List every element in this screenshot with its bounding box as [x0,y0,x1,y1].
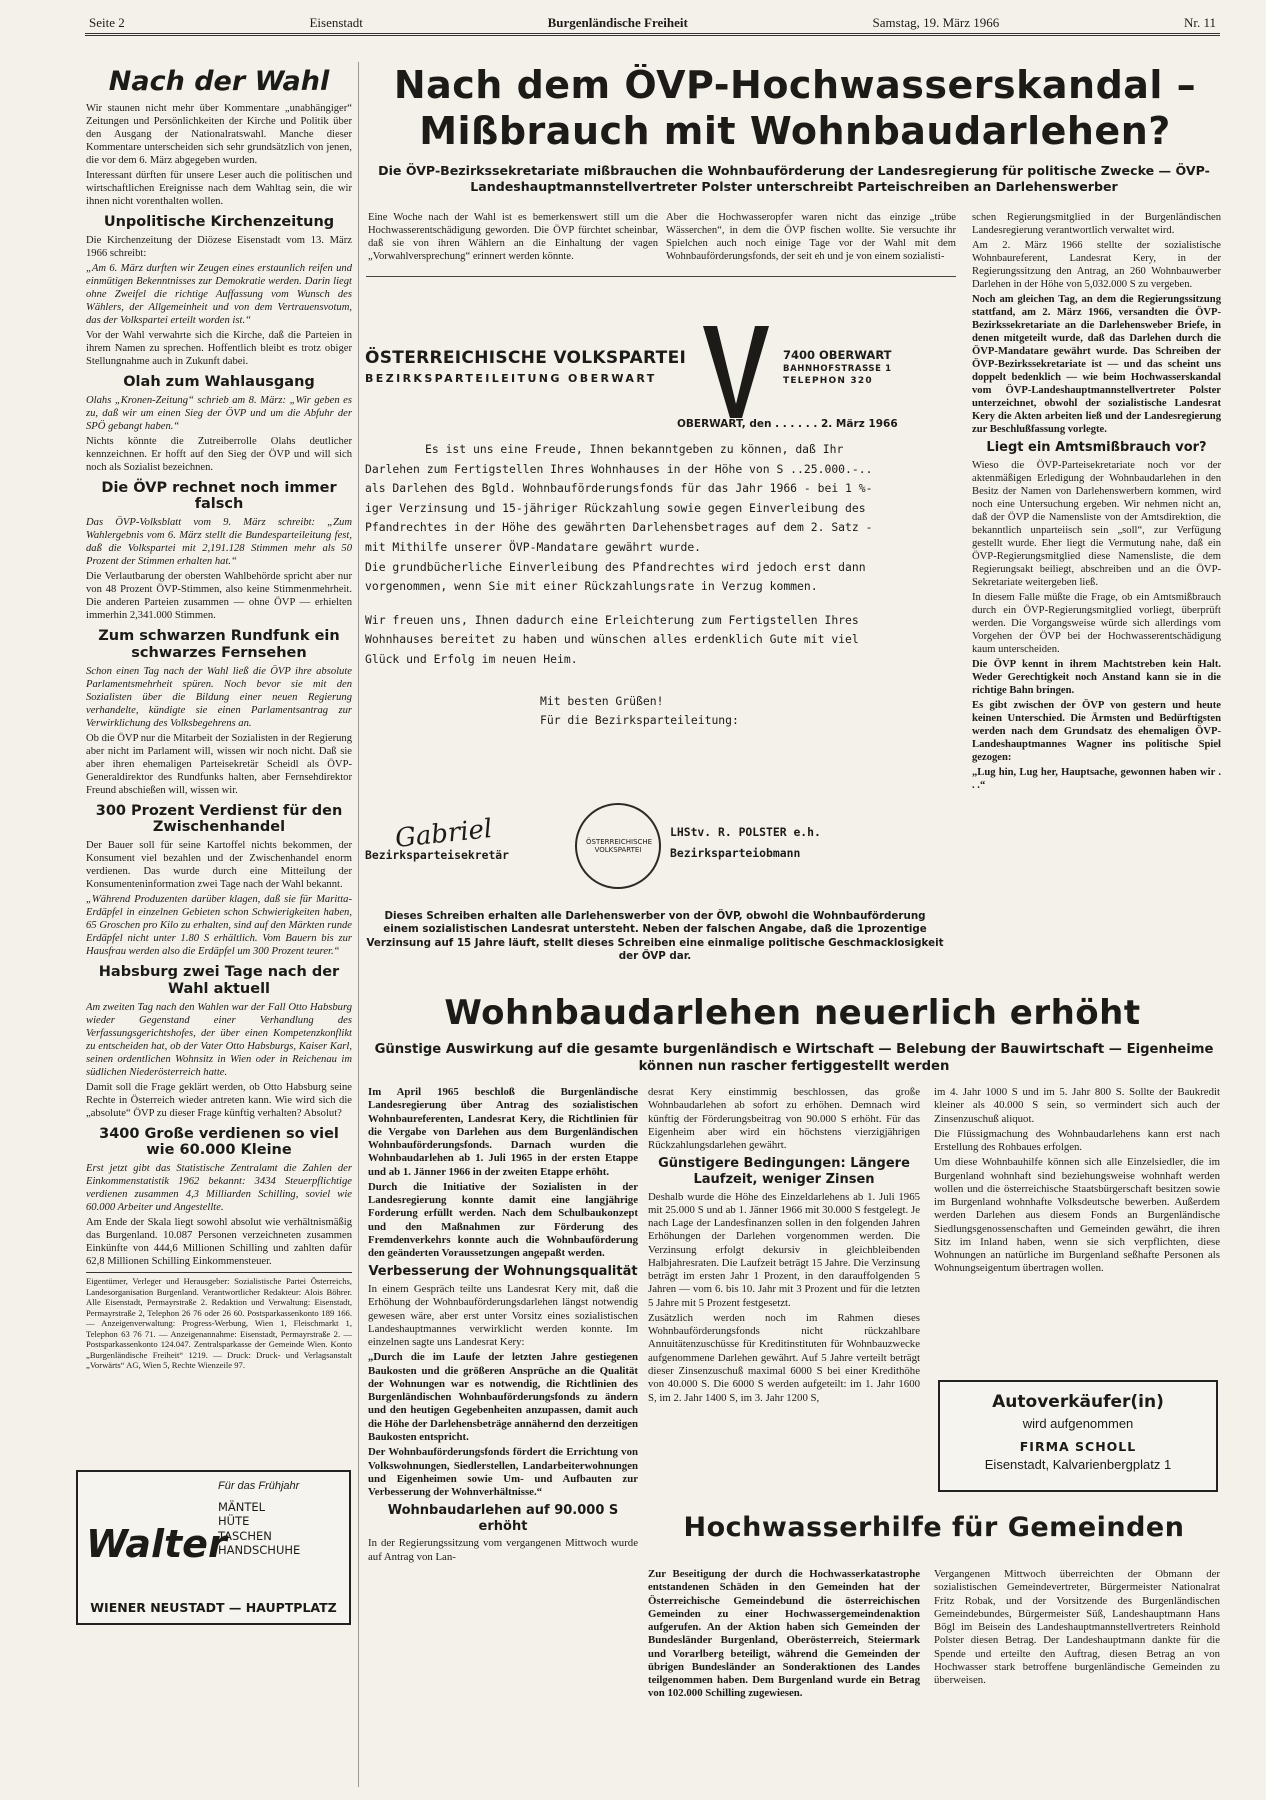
section-title: 3400 Große verdienen so viel wie 60.000 Kleine [99,1125,339,1159]
section-quote: „Während Produzenten darüber klagen, daß sie für Maritta-Erdäpfel in einzelnen Gebieten schon Schwierigkeiten haben, 65 Groschen pro Kilo zu erhalten, sind auf den Märkten runde Erdäpfel nicht unter 1.80 S erhältlich. Vom Bauern bis zur Hausfrau werden also die Erdäpfel um 300 Prozent teurer.“ [86,894,352,958]
page-header [85,10,1220,36]
section-text: Am Ende der Skala liegt sowohl absolut wie verhältnismäßig das Burgenland. 10.087 Personen verzeichneten zusammen Einkünfte von 444,6 Millionen Schilling und zahlten dafür 62,8 Millionen Schilling Einkommensteuer. [86,1217,352,1268]
section-quote: Olahs „Kronen-Zeitung“ schrieb am 8. März: „Wir geben es zu, daß wir um einen Sieg der ÖVP und um die Abfuhr der SPÖ gebangt haben.“ [86,394,352,432]
section-title: Die ÖVP rechnet noch immer falsch [101,479,337,513]
party-stamp [575,803,661,889]
article3-headline: Hochwasserhilfe für Gemeinden [683,1512,1185,1543]
letter-paragraph: Die grundbücherliche Einverleibung des Pfandrechtes wird jedoch erst dann vorgenommen, wenn Sie mit einer Rückzahlungsrate in Verzug kommen. [365,559,866,594]
section-title: Olah zum Wahlausgang [123,373,315,390]
scholl-ad-sub: wird aufgenommen [1022,1416,1134,1431]
section-quote: Schon einen Tag nach der Wahl ließ die ÖVP ihre absolute Parlamentsmehrheit spüren. Noch bevor sie mit den Sozialisten über die Bildung einer neuen Regierung verhandelte, kündigte sie einen Parlamentsantrag zur Verwirklichung des Volksbegehrens an. [86,665,352,729]
letter-paragraph: Es ist uns eine Freude, Ihnen bekanntgeben zu können, daß Ihr Darlehen zum Fertigstellen Ihres Wohnhauses in der Höhe von S ..25.000.-.. als Darlehen des Bgld. Wohnbauförderungsfonds für das Jahr 1966 - bei 1 %-iger Verzinsung und 15-jähriger Rückzahlung sowie gegen Einverleibung des Pfandrechtes in der Höhe des gewährten Darlehensbetrages auf dem 2. Satz - mit Mithilfe unserer ÖVP-Mandatare gewährt wurde. [365,442,873,555]
issue-number: Nr. 11 [1183,15,1216,30]
section-quote: Erst jetzt gibt das Statistische Zentralamt die Zahlen der Einkommenstatistik 1962 bekannt: 3434 Steuerpflichtige verdienen zusammen 4,3 Milliarden Schilling, soviel wie 60.000 Arbeiter und Angestellte. [86,1163,352,1214]
left-column-title: Nach der Wahl [108,66,330,97]
section-text: Damit soll die Frage geklärt werden, ob Otto Habsburg seine Rechte in Österreich wieder antreten kann. Wie wird sich die „absolute“ ÖVP zu dieser Frage künftig verhalten? Absolut? [86,1081,352,1119]
main-article-col2: Aber die Hochwasseropfer waren nicht das einzige „trübe Wässerchen“, in dem die ÖVP fischen wollte. Sie versuchte ihr Spielchen auch noch einige Tage vor der Wahl mit dem Wohnbauförderungsfonds, der seit eh und je von einem sozialisti- [666,212,956,263]
right-text-bold: Die ÖVP kennt in ihrem Machtstreben kein Halt. Weder Gerechtigkeit noch Anstand kann sie in die richtige Bahn bringen. [972,659,1221,697]
article2-subsection: Günstigere Bedingungen: Längere Laufzeit, weniger Zinsen [658,1156,910,1187]
issue-date: Samstag, 19. März 1966 [872,15,1000,30]
stamp-text: ÖSTERREICHISCHE VOLKSPARTEI [586,837,653,854]
walter-ad-item: HÜTE [218,1514,250,1529]
scholl-ad [938,1380,1218,1492]
party-logo [701,326,771,418]
section-title: Habsburg zwei Tage nach der Wahl aktuell [98,964,340,997]
article2-text: Die Flüssigmachung des Wohnbaudarlehens kann erst nach Erstellung des Rohbaues erfolgen. [934,1127,1220,1154]
section-text: Der Bauer soll für seine Kartoffel nichts bekommen, der Konsument viel bezahlen und der Zwischenhandel enorm verdienen. Das wurde durch eine Mitteilung der Konsumenteninformation zwei Tage nach der Wahl bekannt. [86,840,352,891]
section-text: Die Kirchenzeitung der Diözese Eisenstadt vom 13. März 1966 schreibt: [86,234,352,259]
header-place: Eisenstadt [309,15,363,30]
article2-text: Der Wohnbauförderungsfonds fördert die Errichtung von Volkswohnungen, Siedlerstellen, Landarbeiterwohnungen und Eigenheimen sowie Um- und Aufbauten zur Verbesserung der Wohnverhältnisse.“ [368,1446,638,1499]
letter-address [783,348,892,387]
letter-org-name: ÖSTERREICHISCHE VOLKSPARTEI [365,348,687,368]
article2-col2 [648,1086,920,1496]
article2-col1 [368,1086,638,1786]
right-text: Am 2. März 1966 stellte der sozialistische Wohnbaureferent, Landesrat Kery, in der Regierungssitzung den Antrag, an 260 Wohnbauwerber Darlehen in der Höhe von 5,032.000 S zu vergeben. [972,240,1221,291]
section-title: Unpolitische Kirchenzeitung [103,214,335,231]
section-quote: Am zweiten Tag nach den Wahlen war der Fall Otto Habsburg wieder Gegenstand einer Verhandlung des Verfassungsgerichtshofes, der über einen Kompetenzkonflikt zu entscheiden hat, ob der Vater Otto Habsburgs, Kaiser Karl, seinen ordentlichen Wohnsitz in Wien oder in Reichenau im südlichen Niederösterreich hatte. [86,1001,352,1078]
section-text: Vor der Wahl verwahrte sich die Kirche, daß die Parteien in ihrem Namen zu sprechen. Hoffentlich bleibt es trotz obiger Stellungnahme auch in Zukunft dabei. [86,329,352,367]
section-text: Nichts könnte die Zutreiberrolle Olahs deutlicher kennzeichnen. Er hofft auf den Sieg der ÖVP und will sich noch als Sozialist bezeichnen. [86,435,352,473]
letter-greeting: Mit besten Grüßen! [540,693,664,708]
walter-ad-item: HANDSCHUHE [218,1543,301,1558]
article2-subsection: Wohnbaudarlehen auf 90.000 S erhöht [387,1503,619,1534]
section-text: Ob die ÖVP nur die Mitarbeit der Sozialisten in der Regierung aber nicht im Parlament will, wissen wir noch nicht. Daß sie aber ihren ehemaligen Parteisekretär Scheidl als ÖVP-Generaldirektor des Rundfunks halten, aber Fernsehdirektor Freund abschießen will, wissen wir. [86,732,352,796]
article3-col2: Vergangenen Mittwoch überreichten der Obmann der sozialistischen Gemeindevertreter, Bürgermeister Nationalrat Fritz Robak, und der Vorsitzende des Burgenländischen Gemeindebundes, Bürgermeister Süß, Landeshauptmann Hans Bögl im Beisein des Landeshauptmannstellvertreters Reinhold Polster diesen Betrag. Der Landeshauptmann dankte für die Spende und erteilte den Auftrag, diesen Betrag an von Hochwasser stark betroffene burgenländische Gemeinden zu überweisen. [934,1568,1220,1687]
article2-text: Zusätzlich werden noch im Rahmen dieses Wohnbauförderungsfonds nicht rückzahlbare Annuitätenzuschüsse für Kreditinstituten für Wohnbauzwecke aufgenommene Darlehen gewährt. Auf 5 Jahre verteilt beträgt dieser Zinsenzuschuß maximal 6000 S bei einer Kredithöhe von 40.000 S. Die 6000 S werden aufgeteilt: im 1. Jahr 1600 S, im 2. Jahr 1400 S, im 3. Jahr 1200 S, [648,1311,920,1404]
scholl-ad-title: Autoverkäufer(in) [992,1392,1164,1412]
scholl-ad-company: FIRMA SCHOLL [1019,1439,1137,1454]
letter-facsimile [365,326,960,986]
imprint: Eigentümer, Verleger und Herausgeber: Sozialistische Partei Österreichs, Landesorganisation Burgenland. Verantwortlicher Redakteur: Alois Böhrer. Alle Eisenstadt, Permayrstraße 2. Redaktion und Verwaltung: Eisenstadt, Permayrstraße 2, Telephon 26 76 oder 26 60. Postsparkassenkonto 189 166. — Anzeigenverwaltung: Progress-Werbung, Wien 1, Fleischmarkt 1, Telephon 63 76 71. — Anzeigenannahme: Eisenstadt, Permayrstraße 2. — Postsparkassenkonto 124.047. Zentralsparkasse der Gemeinde Wien. Konto „Burgenländische Freiheit“ 1219. — Druck: Druck- und Verlagsanstalt „Vorwärts“ AG, Wien 5, Rechte Wienzeile 97. [86,1272,352,1370]
right-text: schen Regierungsmitglied in der Burgenländischen Landesregierung verantwortlich verwaltet wird. [972,212,1221,237]
left-intro: Wir staunen nicht mehr über Kommentare „unabhängiger“ Zeitungen und Persönlichkeiten der Kirche und Politik über den Ausgang der Nationalratswahl. Manche dieser Kommentare unterscheiden sich sehr grundsätzlich von jenen, die vor dem 6. März abgegeben wurden. [86,103,352,167]
right-section-title: Liegt ein Amtsmißbrauch vor? [986,440,1207,456]
walter-ad-items [218,1500,300,1558]
article2-text: im 4. Jahr 1000 S und im 5. Jahr 800 S. Sollte der Baukredit kleiner als 40.000 S sein, so vermindert sich auch der Zinsenzuschuß aliquot. [934,1086,1220,1125]
article2-headline: Wohnbaudarlehen neuerlich erhöht [444,993,1141,1033]
article2-text: In der Regierungssitzung vom vergangenen Mittwoch wurde auf Antrag von Lan- [368,1537,638,1563]
main-subheadline: Die ÖVP-Bezirkssekretariate mißbrauchen die Wohnbauförderung der Landesregierung für politische Zwecke — ÖVP-Landeshauptmannstellvertreter Polster unterschreibt Parteischreiben an Darlehenswerber [378,163,1210,194]
page-number: Seite 2 [89,15,125,30]
right-text: Wieso die ÖVP-Parteisekretariate noch vor der aktenmäßigen Erledigung der Wohnbaudarlehen in den Besitz der Namen von Darlehenswerbern kommen, wird noch eine Untersuchung ergeben. Wir nehmen nicht an, daß der ÖVP die Namensliste von der Amtsdirektion, die bekanntlich unparteiisch sein „soll“, zur Verfügung gestellt wurde. Eher liegt die Vermutung nahe, daß ein ÖVP-Regierungsmitglied diese Namensliste, die dem Regierungsakt beiliegt, abschreiben und an die ÖVP-Sekretariate weitergeben ließ. [972,459,1221,588]
scholl-ad-address: Eisenstadt, Kalvarienbergplatz 1 [984,1457,1172,1472]
section-text: Die Verlautbarung der obersten Wahlbehörde spricht aber nur von 48 Prozent ÖVP-Stimmen, also keine Stimmenmehrheit. Die anderen Parteien zusammen — ohne ÖVP — erhielten immerhin 2,341.000 Stimmen. [86,571,352,622]
walter-ad-season: Für das Frühjahr [218,1480,300,1492]
signatory-right-name: LHStv. R. POLSTER e.h. [670,825,821,839]
signatory-left-title: Bezirksparteisekretär [365,848,510,862]
walter-ad-address: WIENER NEUSTADT — HAUPTPLATZ [90,1600,337,1615]
main-article-right-column [972,211,1221,991]
article2-text: desrat Kery einstimmig beschlossen, das große Wohnbaudarlehen ab sofort zu erhöhen. Demnach wird künftig der Förderungsbeitrag von 90.000 S erhöht. Für das Eigenheim aber wird ein höchstens vierzigjährigen Rückzahlungsdarlehen gewährt. [648,1086,920,1152]
letter-date: OBERWART, den . . . . . . 2. März 1966 [677,418,898,430]
walter-ad-brand: Walter [86,1522,227,1566]
left-column [86,66,352,1458]
section-quote: „Am 6. März durften wir Zeugen eines erstaunlich reifen und einmütigen Bekenntnisses zur Demokratie werden. Darin liegt ohne Zweifel die richtige Auffassung vom Wunsch des Wählers, der Allgemeinheit und von dem Vertrauensvotum, das der Volkspartei erteilt worden ist.“ [86,262,352,326]
letter-paragraph: Wir freuen uns, Ihnen dadurch eine Erleichterung zum Fertigstellen Ihres Wohnhauses bereitet zu haben und wünschen alles erdenklich Gute mit viel Glück und Erfolg im neuen Heim. [365,612,859,667]
letter-top-rule [366,276,956,277]
signature-handwritten: Gabriel [393,813,494,855]
main-headline-line-2: Mißbrauch mit Wohnbaudarlehen? [419,110,1171,153]
letter-for-line: Für die Bezirksparteileitung: [540,713,739,728]
section-title: 300 Prozent Verdienst für den Zwischenhandel [95,802,343,836]
section-quote: Das ÖVP-Volksblatt vom 9. März schreibt: „Zum Wahlergebnis vom 6. März stellt die Bundesparteileitung fest, daß die Volkspartei mit 2,191.128 Stimmen mehr als 50 Prozent der Stimmen erhalten hat.“ [86,517,352,568]
article2-text: In einem Gespräch teilte uns Landesrat Kery mit, daß die Erhöhung der Wohnbauförderungsdarlehen längst notwendig gewesen wäre, aber erst unter Vorsitz eines sozialistischen Landeshauptmannes verwirklicht werden konnte. Im einzelnen sagte uns Landesrat Kery: [368,1283,638,1349]
newspaper-name: Burgenländische Freiheit [547,15,688,30]
section-title: Zum schwarzen Rundfunk ein schwarzes Fernsehen [98,628,340,661]
walter-ad-item: TASCHEN [218,1528,272,1543]
right-text: In diesem Falle müßte die Frage, ob ein Amtsmißbrauch durch ein ÖVP-Regierungsmitglied vorliegt, überprüft werden. Die Vorgangsweise würde sich allerdings vom Vorgehen der ÖVP bei der Hochwasserentschädigung kaum unterscheiden. [972,592,1221,656]
article2-subsection: Verbesserung der Wohnungsqualität [368,1264,638,1280]
article2-text: „Durch die im Laufe der letzten Jahre gestiegenen Baukosten und die größeren Ansprüche an die Qualität der Wohnungen war es notwendig, die Richtlinien des Burgenländischen Wohnbauförderungsfonds zu ändern und den heutigen Gegebenheiten anzupassen, damit auch die Höhe der Darlehensbeträge annähernd den derzeitigen Baukosten entspricht. [368,1351,638,1443]
column-divider [358,62,359,1787]
letter-address-line: 7400 OBERWART [783,348,892,362]
article2-text: Im April 1965 beschloß die Burgenländische Landesregierung über Antrag des sozialistischen Wohnbaureferenten, Landesrat Kery, die Richtlinien für die Vergabe von Darlehen aus dem Burgenländischen Wohnbauförderungsfonds. Darnach wurden die Wohnbaudarlehen ab 1. Juli 1965 in der ersten Etappe und ab 1. Jänner 1966 in der zweiten Etappe erhöht. [368,1086,638,1178]
party-v-icon [701,326,771,418]
main-headline-line-1: Nach dem ÖVP-Hochwasserskandal – [393,64,1197,107]
right-text-bold: Noch am gleichen Tag, an dem die Regierungssitzung stattfand, am 2. März 1966, versandten die ÖVP-Bezirkssekretariate an die Darlehensweber Briefe, in denen mitgeteilt wurde, daß das Darlehen durch die ÖVP-Mandatare gewährt wurde. Das Schreiben der ÖVP-Bezirkssekretariate ist — und das scheint uns doppelt bedenklich — wie beim Hochwasserskandal vom ÖVP-Landeshauptmannstellvertreter Polster unterzeichnet, obwohl der sozialistische Landesrat Kery die Akten arbeiten ließ und der Landesregierung zur Beschlußfassung vorlegte. [972,294,1221,436]
article2-text: Um diese Wohnbauhilfe können sich alle Einzelsiedler, die im Burgenland wohnhaft sind beziehungsweise wohnhaft werden wollen und die österreichische Staatsbürgerschaft besitzen sowie im Burgenland wohnhafte Volksdeutsche bewerben. Außerdem werden Darlehen aus diesem Fonds an Burgenländische Siedlungsgenossenschaften und Gemeinden gewährt, die ihren Sitz im Inland haben, wenn sie sich verpflichten, diese Wohnungen an natürliche im Burgenland seßhafte Personen als Wohnungseigentum übertragen wollen. [934,1156,1220,1275]
walter-ad [76,1470,351,1625]
article2-col3 [934,1086,1220,1376]
article2-subheadline: Günstige Auswirkung auf die gesamte burgenländisch e Wirtschaft — Belebung der Bauwirtschaft — Eigenheime können nun rascher fertiggestellt werden [374,1042,1214,1074]
article2-text: Deshalb wurde die Höhe des Einzeldarlehens ab 1. Juli 1965 mit 25.000 S und ab 1. Jänner 1966 mit 30.000 S festgelegt. Je nach Lage der Landesfinanzen sollen in den folgenden Jahren Erhöhungen der Darlehen vorgenommen werden. Die Verzinsung erfolgt dekursiv in gleichbleibenden Halbjahresraten. Die Laufzeit beträgt 15 Jahre. Die Verzinsung beträgt im ersten Jahr 1 Prozent, in den darauffolgenden 5 Jahren — vom 6. bis 10. Jahr mit 3 Prozent und für die letzten 5 Jahre mit 5 Prozent festgesetzt. [648,1190,920,1309]
walter-ad-item: MÄNTEL [218,1500,266,1514]
letter-address-line: BAHNHOFSTRASSE 1 [783,363,892,374]
main-article-col1: Eine Woche nach der Wahl ist es bemerkenswert still um die Hochwasserentschädigung geworden. Die ÖVP fürchtet scheinbar, daß sie von ihren Wählern an die Einhaltung der vagen „Vorwahlversprechung“ erinnert werden könnte. [368,212,658,263]
signatory-right-title: Bezirksparteiobmann [670,846,801,860]
letter-caption: Dieses Schreiben erhalten alle Darlehenswerber von der ÖVP, obwohl die Wohnbauförderung einem sozialistischen Landesrat untersteht. Neben der falschen Angabe, daß die 1prozentige Verzinsung auf 15 Jahre läuft, stellt dieses Schreiben eine einmalige politische Geschmacklosigkeit der ÖVP dar. [366,910,944,963]
letter-address-line: TELEPHON 320 [783,375,873,386]
right-text-bold: „Lug hin, Lug her, Hauptsache, gewonnen haben wir . . .“ [972,767,1221,792]
letter-body [365,440,885,731]
right-text-bold: Es gibt zwischen der ÖVP von gestern und heute keinen Unterschied. Die Ärmsten und Bedürftigsten werden nach dem Grundsatz des ehemaligen ÖVP-Landeshauptmannes Wagner ins politische Spiel gezogen: [972,700,1221,764]
article3-col1: Zur Beseitigung der durch die Hochwasserkatastrophe entstandenen Schäden in den Gemeinden hat der Österreichische Gemeindebund die österreichischen Gemeinden zu einer Hochwassergemeindenaktion aufgerufen. An der Aktion haben sich Gemeinden der Bundesländer Burgenland, Oberösterreich, Steiermark und Vorarlberg beteiligt, während die Gemeinden der übrigen Bundesländer an Sonderaktionen des Landes teilgenommen haben. Dem Burgenland wurde ein Betrag von 102.000 Schilling zugewiesen. [648,1568,920,1700]
left-intro-2: Interessant dürften für unsere Leser auch die politischen und wirtschaftlichen Ereignisse nach dem Wahltag sein, die wir ihnen nicht vorenthalten wollen. [86,170,352,208]
letter-org-unit: BEZIRKSPARTEILEITUNG OBERWART [365,372,657,385]
article2-text: Durch die Initiative der Sozialisten in der Landesregierung konnte damit eine langjährige Forderung erfüllt werden. Nach dem Schulbaukonzept und den Maßnahmen zur Förderung des Fremdenverkehrs konnte auch die Wohnbauförderung den geänderten Voraussetzungen angepaßt werden. [368,1180,638,1260]
